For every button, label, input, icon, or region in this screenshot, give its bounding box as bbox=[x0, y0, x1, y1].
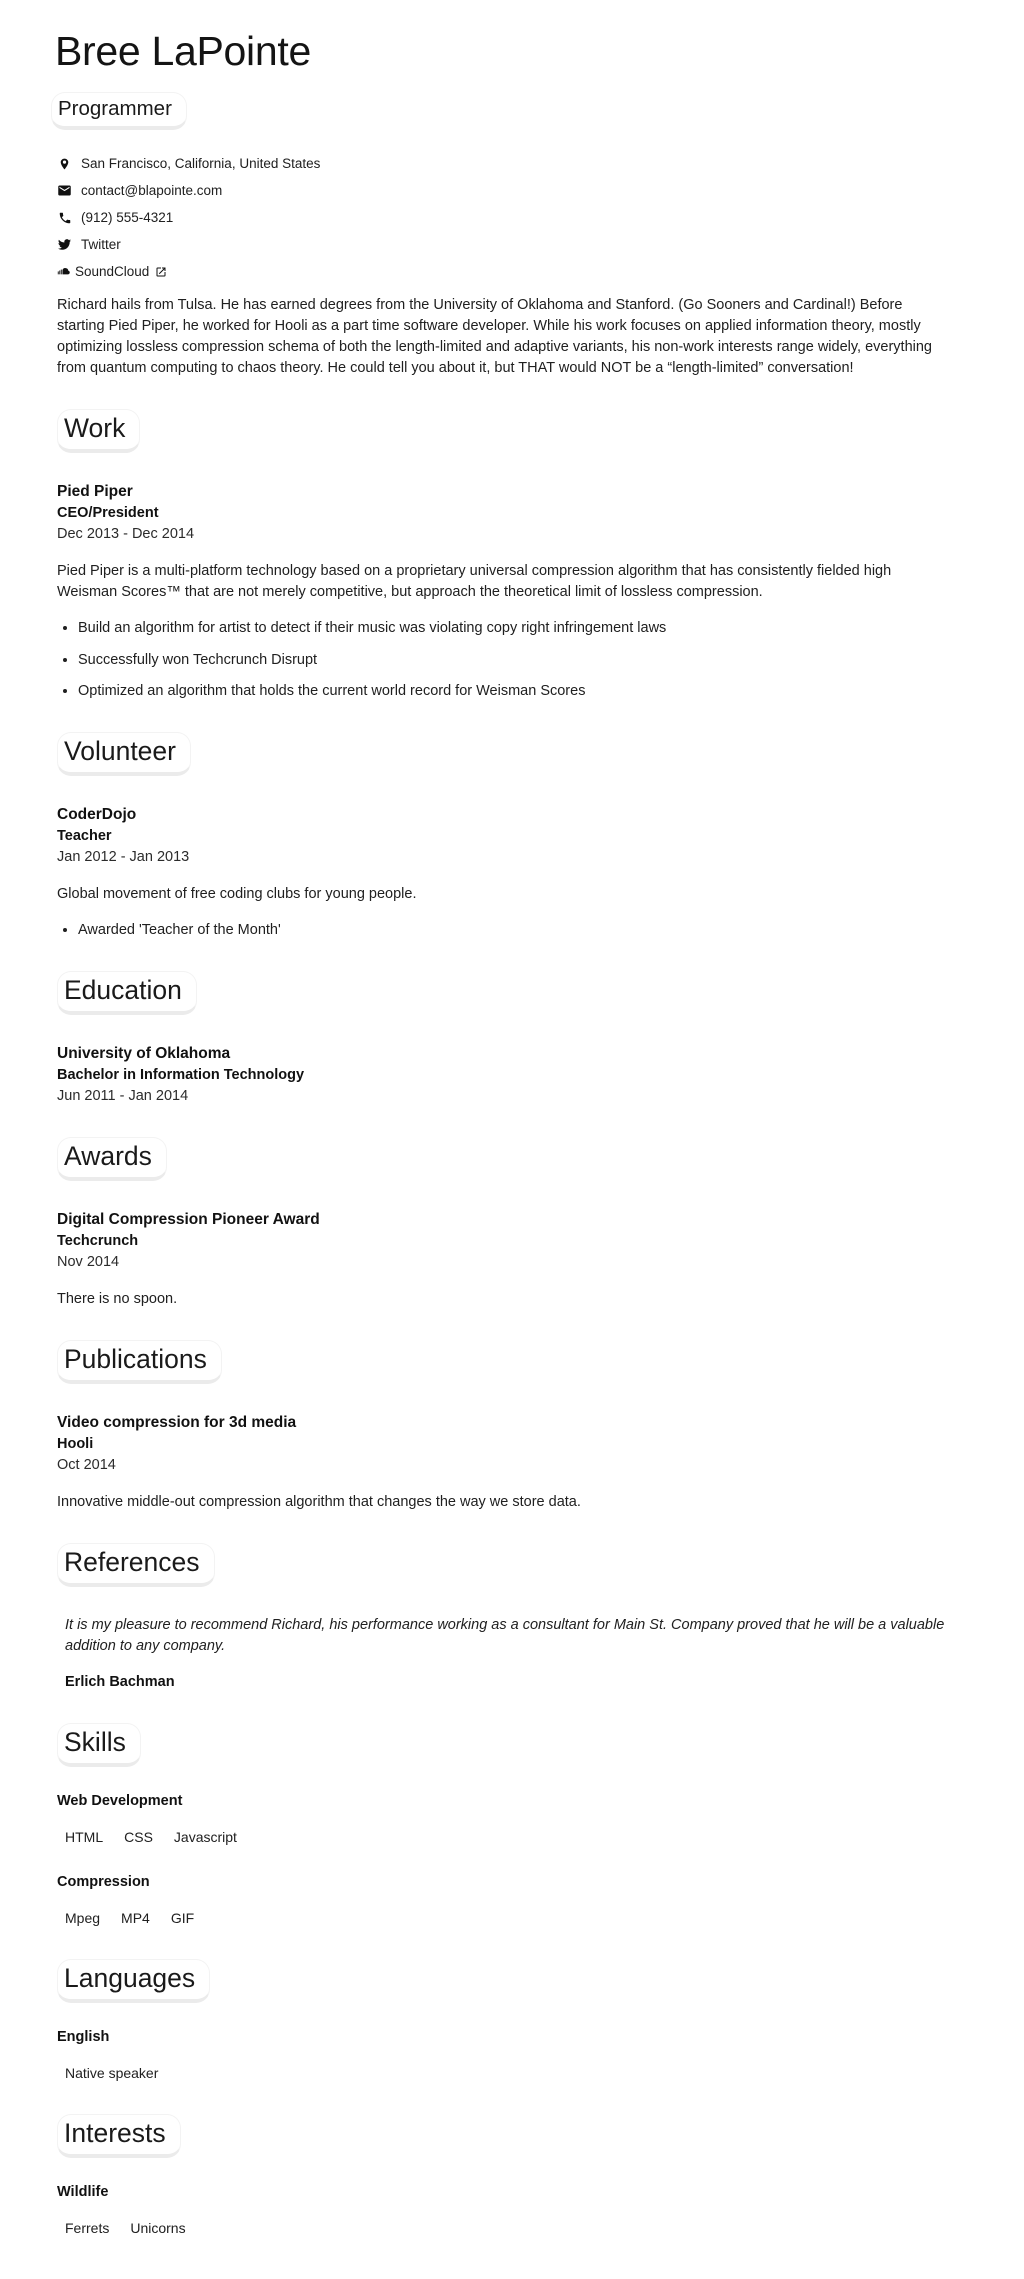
section-awards bbox=[57, 1137, 945, 1310]
section-publications bbox=[57, 1340, 945, 1513]
volunteer-summary: Global movement of free coding clubs for young people. bbox=[57, 886, 417, 902]
work-position: CEO/President bbox=[57, 505, 159, 521]
publication-date: Oct 2014 bbox=[57, 1457, 116, 1473]
publication-item bbox=[57, 1412, 945, 1513]
education-heading: Education bbox=[57, 971, 197, 1015]
section-interests bbox=[57, 2114, 945, 2239]
contact-location-text: San Francisco, California, United States bbox=[81, 156, 321, 171]
skill-group-name: Web Development bbox=[57, 1793, 183, 1809]
work-item bbox=[57, 481, 945, 702]
section-languages bbox=[57, 1959, 945, 2084]
volunteer-position: Teacher bbox=[57, 828, 112, 844]
language-name: English bbox=[57, 2029, 110, 2045]
location-pin-icon bbox=[57, 157, 72, 171]
skill-keywords bbox=[65, 1827, 945, 1848]
interest-keyword: Unicorns bbox=[130, 2220, 186, 2236]
skill-keywords bbox=[65, 1908, 945, 1929]
reference-item bbox=[57, 1615, 945, 1693]
work-highlight: • Build an algorithm for artist to detect if their music was violating copy right infringement laws bbox=[78, 618, 945, 639]
volunteer-highlights bbox=[57, 920, 945, 941]
language-fluency: Native speaker bbox=[65, 2065, 159, 2081]
award-awarder: Techcrunch bbox=[57, 1233, 139, 1249]
soundcloud-icon bbox=[57, 265, 72, 279]
section-work bbox=[57, 409, 945, 702]
work-highlight: • Successfully won Techcrunch Disrupt bbox=[78, 650, 945, 671]
award-title: Digital Compression Pioneer Award bbox=[57, 1211, 320, 1228]
reference-name: Erlich Bachman bbox=[65, 1674, 175, 1690]
section-education bbox=[57, 971, 945, 1107]
contact-soundcloud-text: SoundCloud bbox=[75, 264, 150, 279]
contact-twitter-text: Twitter bbox=[81, 237, 121, 252]
work-company: Pied Piper bbox=[57, 483, 133, 500]
volunteer-dates: Jan 2012 - Jan 2013 bbox=[57, 849, 190, 865]
contact-email-text: contact@blapointe.com bbox=[81, 183, 223, 198]
volunteer-item bbox=[57, 804, 945, 941]
work-heading: Work bbox=[57, 409, 140, 453]
section-skills bbox=[57, 1723, 945, 1929]
volunteer-highlight: • Awarded 'Teacher of the Month' bbox=[78, 920, 945, 941]
contact-list bbox=[57, 156, 945, 279]
education-institution: University of Oklahoma bbox=[57, 1045, 231, 1062]
contact-email[interactable] bbox=[57, 183, 945, 198]
envelope-icon bbox=[57, 183, 72, 198]
work-dates: Dec 2013 - Dec 2014 bbox=[57, 526, 195, 542]
skill-keyword: Mpeg bbox=[65, 1910, 101, 1926]
skill-keyword: HTML bbox=[65, 1829, 104, 1845]
work-summary: Pied Piper is a multi-platform technology based on a proprietary universal compression algorithm that has consistently fielded high Weisman Scores™ that are not merely competitive, but approach the theoretical limit of lossless compression. bbox=[57, 563, 892, 600]
volunteer-heading: Volunteer bbox=[57, 732, 191, 776]
contact-location bbox=[57, 156, 945, 171]
job-title-badge: Programmer bbox=[51, 92, 187, 130]
education-dates: Jun 2011 - Jan 2014 bbox=[57, 1088, 189, 1104]
interest-keywords bbox=[65, 2218, 945, 2239]
skill-keyword: Javascript bbox=[173, 1829, 237, 1845]
skill-keyword: GIF bbox=[170, 1910, 195, 1926]
award-item bbox=[57, 1209, 945, 1310]
languages-heading: Languages bbox=[57, 1959, 210, 2003]
contact-soundcloud[interactable] bbox=[57, 264, 945, 279]
reference-quote: It is my pleasure to recommend Richard, his performance working as a consultant for Main St. Company proved that he will be a valuable addition to any company. bbox=[65, 1617, 945, 1654]
contact-phone bbox=[57, 210, 945, 225]
interest-keyword: Ferrets bbox=[65, 2220, 110, 2236]
profile-summary: Richard hails from Tulsa. He has earned degrees from the University of Oklahoma and Stanford. (Go Sooners and Cardinal!) Before starting Pied Piper, he worked for Hooli as a part time software developer. While his work focuses on applied information theory, mostly optimizing lossless compression schema of both the length-limited and adaptive variants, his non-work interests range widely, everything from quantum computing to chaos theory. He could tell you about it, but THAT would NOT be a “length-limited” conversation! bbox=[57, 297, 932, 376]
volunteer-organization: CoderDojo bbox=[57, 806, 137, 823]
skill-keyword: MP4 bbox=[121, 1910, 150, 1926]
interest-name: Wildlife bbox=[57, 2184, 109, 2200]
phone-icon bbox=[57, 211, 72, 225]
awards-heading: Awards bbox=[57, 1137, 167, 1181]
work-highlights bbox=[57, 618, 945, 702]
section-references bbox=[57, 1543, 945, 1693]
external-link-icon bbox=[155, 266, 167, 278]
publication-name: Video compression for 3d media bbox=[57, 1414, 297, 1431]
publications-heading: Publications bbox=[57, 1340, 222, 1384]
publication-summary: Innovative middle-out compression algorithm that changes the way we store data. bbox=[57, 1494, 581, 1510]
education-degree: Bachelor in Information Technology bbox=[57, 1067, 305, 1083]
award-summary: There is no spoon. bbox=[57, 1291, 178, 1307]
award-date: Nov 2014 bbox=[57, 1254, 120, 1270]
contact-phone-text: (912) 555-4321 bbox=[81, 210, 174, 225]
contact-twitter[interactable] bbox=[57, 237, 945, 252]
twitter-icon bbox=[57, 238, 72, 251]
skill-keyword: CSS bbox=[124, 1829, 153, 1845]
section-volunteer bbox=[57, 732, 945, 941]
skills-heading: Skills bbox=[57, 1723, 141, 1767]
interests-heading: Interests bbox=[57, 2114, 181, 2158]
references-heading: References bbox=[57, 1543, 215, 1587]
resume-name: Bree LaPointe bbox=[55, 28, 311, 74]
skill-group-name: Compression bbox=[57, 1874, 150, 1890]
work-highlight: • Optimized an algorithm that holds the current world record for Weisman Scores bbox=[78, 681, 945, 702]
education-item bbox=[57, 1043, 945, 1107]
publication-publisher: Hooli bbox=[57, 1436, 94, 1452]
